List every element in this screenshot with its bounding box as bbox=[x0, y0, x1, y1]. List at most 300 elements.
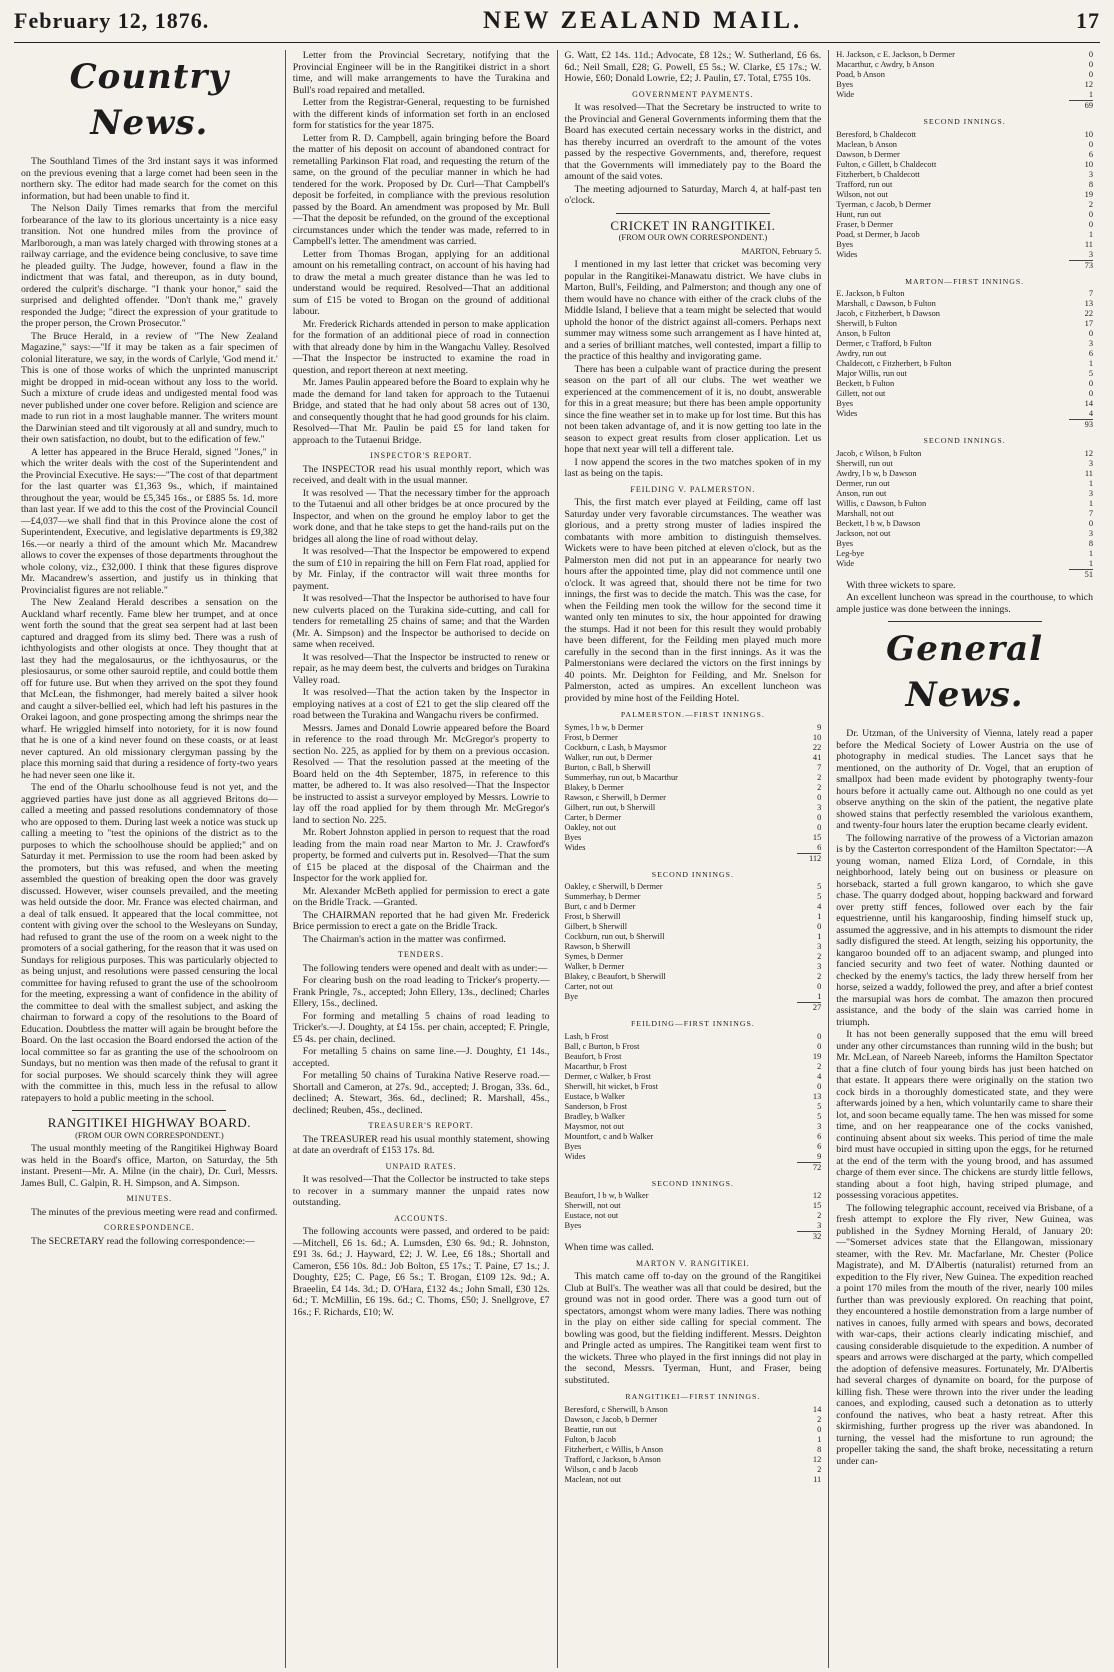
paragraph: There has been a culpable want of practice during the present season on the part of all our clubs. The wet weather we experienced at the commencement of it is, no doubt, answerable for this in a great measure; but there has been ample opportunity since the fine weather set in to make up for lost time. But this has not been taken advantage of, and it is now getting too late in the season to expect great results from closer application. Let us hope that next year will tell a different tale. bbox=[564, 363, 822, 455]
paragraph: I mentioned in my last letter that cricket was becoming very popular in the Rangitikei-Manawatu district. We have clubs in Marton, Bull's, Feilding, and Palmerston; and though any one of them would have no chance with either of the crack clubs of the Middle Island, I believe that a team might be selected that would uphold the honor of the district against all-comers. Perhaps next summer may witness some such arrangement as I have hinted at, and a series of brilliant matches, well contested, impart a fillip to the practice of this healthy and invigorating game. bbox=[564, 259, 822, 362]
runs: 9 bbox=[817, 1151, 822, 1161]
batsman: Lash, b Frost bbox=[564, 1031, 609, 1041]
batsman: Trafford, run out bbox=[836, 179, 893, 189]
score-row bbox=[565, 743, 822, 753]
paragraph: An excellent luncheon was spread in the courthouse, to which ample justice was done between the innings. bbox=[836, 592, 1093, 615]
batsman: Major Willis, run out bbox=[836, 369, 907, 378]
score-row bbox=[836, 449, 1093, 459]
score-row bbox=[565, 1032, 822, 1042]
correspondence-heading: CORRESPONDENCE. bbox=[103, 1223, 195, 1232]
score-row bbox=[565, 1221, 822, 1231]
runs: 2 bbox=[1088, 199, 1093, 209]
runs: 14 bbox=[1084, 399, 1093, 408]
batsman: Bye bbox=[564, 992, 578, 1001]
score-row bbox=[836, 200, 1093, 210]
score-row bbox=[836, 359, 1093, 369]
score-row bbox=[565, 1052, 822, 1062]
score-row bbox=[565, 902, 822, 912]
paragraph: The Bruce Herald, in a review of "The New Zealand Magazine," says:—"If it may be taken as a fair specimen of colonial literature, we say, in the words of Carlyle, 'God mend it.' This is one of those works of which the unprinted manuscript might be dropped in mid-ocean without any loss to the world. Such a mixture of crude ideas and undigested mental food was never published under one cover before. Religion and science are made to run riot in a most laughable manner. The writers mount the Darwinian steed and tilt vigorously at all and sundry, much to their own satisfaction, no doubt, but to the edification of few." bbox=[21, 330, 278, 445]
score-row bbox=[836, 250, 1093, 260]
innings-heading: SECOND INNINGS. bbox=[923, 117, 1006, 126]
batsman: Byes bbox=[564, 1141, 582, 1151]
paragraph: It was resolved—That the Inspector be authorised to have four new culverts placed on the Turakina side-cutting, and call for tenders for remetalling 25 chains of same; and that the Warden (Mr. A. Simpson) and the Inspector be authorised to decide on same when received. bbox=[292, 593, 550, 650]
batsman: Gillett, not out bbox=[836, 389, 886, 398]
batsman: Wides bbox=[564, 1151, 586, 1161]
score-row bbox=[836, 309, 1093, 319]
batsman: Dermer, c Trafford, b Fulton bbox=[836, 339, 932, 348]
batsman: Blakey, b Dermer bbox=[564, 782, 624, 792]
paragraph: The following narrative of the prowess of a Victorian amazon is by the Casterton correspondent of the Hamilton Spectator:—A young woman, named Eliza Lord, of Corndale, in this neighborhood, lately being out on business or pleasure on horseback, started a full grown kangaroo, to which she gave chase. The quarry dodged about, hopping backward and forward over pretty stiff fences, followed over each by the fair equestrienne, until his kangarooship, finding himself stuck up, assumed the aggressive, and in his attempts to dismount the rider sadly disfigured the steed. At length, seizing his opportunity, the kangaroo bounded off to an adjacent swamp, and plunged into fancied security and two feet of water. Nothing daunted or checked by the enemy's tactics, the lady threw herself from her horse, seized a waddy, followed the prey, and after a brief contest the marsupial was hors de combat. The amazon then procured assistance, and the body of the slain was carried home in triumph. bbox=[836, 832, 1093, 1028]
score-row bbox=[565, 882, 822, 892]
runs: 12 bbox=[1084, 80, 1093, 89]
marton-match-heading: MARTON V. RANGITIKEI. bbox=[635, 1258, 750, 1268]
runs: 19 bbox=[1084, 189, 1093, 199]
score-row bbox=[565, 972, 822, 982]
paragraph: The following telegraphic account, received via Brisbane, of a fresh attempt to explore the Fly river, New Guinea, was published in the Sydney Morning Herald, of January 20:—"Somerset advices state that the Ellangowan, missionary steamer, with the Rev. Mr. Macfarlane, Mr. Chester (Police Magistrate), and M. D'Albertis (naturalist) returned from an expedition to the Fly river, New Guinea. The expedition reached a point 170 miles from the mouth of the river, nearly 100 miles further than was previously explored. On reaching that point, they encountered a hostile demonstration from a large number of natives in canoes, fully armed with spears and bows, decorated with war-caps, their actions clearly indicating mischief, and causing considerable disquietude to the expedition. A number of spears and arrows were discharged at the party, which compelled the adoption of defensive measures. Fortunately, Mr. D'Albertis had several charges of dynamite on board, for the purpose of killing fish. These were thrown into the river under the leading canoes, and exploding, caused such a detonation as to utterly confound the natives, who beat a hasty retreat. After this skirmishing, further progress up the river was abandoned. In turning, the vessel had the misfortune to run aground; the propeller taking the sand, the shaft broke, necessitating a return under can- bbox=[836, 1202, 1093, 1467]
innings-total: 93 bbox=[1069, 419, 1093, 430]
runs: 6 bbox=[817, 1141, 822, 1151]
runs: 6 bbox=[817, 1131, 822, 1141]
batsman: Bradley, b Walker bbox=[564, 1111, 625, 1121]
accounts-text: The following accounts were passed, and ordered to be paid:—Mitchell, £6 1s. 6d.; A. Lumsden, £30 6s. 9d.; R. Johnston, £91 3s. 6d.; J. Hayward, £2; J. W. Lee, £6 18s.; Shortall and Cameron, £56 10s. 8d.: Job Bolton, £5 17s.; T. Paine, £7 1s.; J. Doughty, £25; C. Page, £6 5s.; T. Brogan, £109 12s. 9d.; A. Braeelin, £4 14s. 3d.; D. O'Hara, £132 4s.; John Small, £30 12s. 6d.; T. McMillin, £6 19s. 6d.; C. Thoms, £50; J. Snellgrove, £7 16s.; F. Richards, £10; W. bbox=[292, 1226, 550, 1318]
runs: 19 bbox=[812, 1051, 822, 1061]
score-row bbox=[836, 409, 1093, 419]
cricket-closing bbox=[836, 580, 1093, 616]
score-row bbox=[565, 843, 822, 853]
batsman: Fulton, b Jacob bbox=[564, 1434, 616, 1444]
score-row bbox=[565, 1072, 822, 1082]
score-row bbox=[565, 1122, 822, 1132]
batsman: Trafford, c Jackson, b Anson bbox=[564, 1454, 661, 1464]
batsman: Marshall, c Dawson, b Fulton bbox=[836, 299, 936, 308]
batsman: Carter, not out bbox=[564, 982, 613, 991]
score-row bbox=[836, 549, 1093, 559]
batsman: Byes bbox=[836, 239, 853, 249]
score-row bbox=[565, 892, 822, 902]
batsman: Dawson, c Jacob, b Dermer bbox=[564, 1414, 658, 1424]
batsman: Cockburn, run out, b Sherwill bbox=[564, 932, 665, 941]
runs: 0 bbox=[817, 822, 822, 832]
batsman: Awdry, l b w, b Dawson bbox=[836, 468, 917, 478]
inspector-heading: INSPECTOR'S REPORT. bbox=[370, 451, 473, 460]
score-row bbox=[565, 1092, 822, 1102]
runs: 8 bbox=[817, 1444, 822, 1454]
runs: 10 bbox=[1084, 159, 1093, 169]
score-row bbox=[565, 992, 822, 1002]
batsman: Chaldecott, c Fitzherbert, b Fulton bbox=[836, 359, 952, 368]
runs: 0 bbox=[1088, 209, 1093, 219]
batsman: Jackson, not out bbox=[836, 528, 891, 538]
divider bbox=[616, 213, 770, 214]
batsman: Jacob, c Wilson, b Fulton bbox=[836, 448, 922, 458]
runs: 3 bbox=[817, 1221, 822, 1230]
runs: 1 bbox=[817, 912, 822, 921]
paragraph: It was resolved—That the action taken by the Inspector in employing natives at a cost of £21 to get the slip cleared off the road between the Turakina and Wangachu rivers be confirmed. bbox=[292, 687, 550, 721]
runs: 8 bbox=[1088, 538, 1093, 548]
innings-heading: MARTON—FIRST INNINGS. bbox=[905, 276, 1025, 286]
score-row bbox=[565, 962, 822, 972]
runs: 0 bbox=[817, 1081, 822, 1091]
minutes-text: The minutes of the previous meeting were read and confirmed. bbox=[31, 1206, 278, 1218]
runs: 2 bbox=[817, 952, 822, 961]
runs: 3 bbox=[1088, 458, 1093, 468]
feilding-match-heading: FEILDING V. PALMERSTON. bbox=[630, 484, 756, 494]
score-row bbox=[565, 733, 822, 743]
accounts-heading: ACCOUNTS. bbox=[394, 1213, 449, 1223]
runs: 4 bbox=[817, 1071, 822, 1081]
batsman: Jacob, c Fitzherbert, b Dawson bbox=[836, 309, 940, 318]
score-row bbox=[565, 1112, 822, 1122]
score-row bbox=[836, 499, 1093, 509]
batsman: Maysmor, not out bbox=[564, 1121, 624, 1131]
runs: 1 bbox=[1088, 478, 1093, 488]
score-row bbox=[836, 509, 1093, 519]
runs: 15 bbox=[812, 832, 822, 842]
score-row bbox=[565, 1132, 822, 1142]
paragraph: Letter from R. D. Campbell, again bringing before the Board the matter of his deposit on account of abandoned contract for remetalling Parkinson Flat road, and requesting the return of the same, on the ground of the peculiar manner in which he had tendered for the work. Proposed by Dr. Curl—That Campbell's deposit be forfeited, in compliance with the previous resolution passed by the Board. An amendment was proposed by Mr. Bull—That the deposit be refunded, on the ground of the exceptional circumstances under which the tender was made, referred to in Campbell's letter. The amendment was carried. bbox=[292, 132, 550, 247]
score-row bbox=[836, 180, 1093, 190]
runs: 5 bbox=[817, 1101, 822, 1111]
score-row bbox=[836, 519, 1093, 529]
runs: 7 bbox=[817, 762, 822, 772]
score-row bbox=[565, 723, 822, 733]
batsman: Beattie, run out bbox=[564, 1424, 617, 1434]
batsman: Sanderson, b Frost bbox=[564, 1101, 628, 1111]
score-row bbox=[565, 1082, 822, 1092]
score-row bbox=[836, 529, 1093, 539]
batsman: Byes bbox=[836, 80, 853, 89]
innings-heading: SECOND INNINGS. bbox=[923, 436, 1006, 445]
country-news-body bbox=[21, 156, 278, 1104]
innings-total: 51 bbox=[1069, 569, 1093, 580]
masthead-title: NEW ZEALAND MAIL. bbox=[482, 7, 803, 34]
runs: 12 bbox=[812, 1191, 822, 1200]
highway-board-byline: (FROM OUR OWN CORRESPONDENT.) bbox=[75, 1129, 224, 1140]
batsman: Eustace, b Walker bbox=[564, 1091, 625, 1101]
batsman: Byes bbox=[836, 538, 853, 548]
batsman: Symes, l b w, b Dermer bbox=[564, 722, 644, 732]
score-row bbox=[836, 349, 1093, 359]
paragraph: For clearing bush on the road leading to Tricker's property.—Frank Pringle, 7s., accepted; John Ellery, 13s., declined; Charles Ellery, 15s., declined. bbox=[292, 975, 550, 1009]
runs: 7 bbox=[1088, 289, 1093, 298]
score-row bbox=[836, 379, 1093, 389]
innings-heading: PALMERSTON.—FIRST INNINGS. bbox=[620, 710, 765, 719]
batsman: Beresford, b Chaldecott bbox=[836, 129, 917, 139]
score-row bbox=[836, 469, 1093, 479]
batsman: Maclean, not out bbox=[564, 1474, 622, 1484]
batsman: Sherwill, b Fulton bbox=[836, 319, 897, 328]
marton-match-text: This match came off to-day on the ground of the Rangitikei Club at Bull's. The weather was all that could be desired, but the ground was not in good order. There was a good turn out of spectators, amongst whom were many ladies. There was nothing in the play on either side calling for special comment. The bowling was good, but the fielding indifferent. Messrs. Deighton and Pringle acted as umpires. The Rangitikei team went first to the wickets. Three who played in the first innings did not play in the second, Messrs. Tyerman, Hunt, and Fraser, being substituted. bbox=[564, 1271, 822, 1386]
runs: 2 bbox=[817, 972, 822, 981]
score-row bbox=[836, 489, 1093, 499]
batsman: Hunt, run out bbox=[836, 209, 882, 219]
batsman: Wilson, not out bbox=[836, 189, 888, 199]
batsman: Poad, st Dermer, b Jacob bbox=[836, 229, 920, 239]
runs: 3 bbox=[817, 962, 822, 971]
divider bbox=[72, 1110, 226, 1111]
page-number: 17 bbox=[1076, 8, 1100, 33]
runs: 11 bbox=[1084, 239, 1093, 249]
score-row bbox=[836, 289, 1093, 299]
paragraph: Mr. Alexander McBeth applied for permission to erect a gate on the Bridle Track. —Granted. bbox=[292, 885, 550, 908]
score-row bbox=[836, 329, 1093, 339]
runs: 0 bbox=[1088, 389, 1093, 398]
correspondence-body bbox=[293, 50, 550, 446]
score-row bbox=[565, 783, 822, 793]
batsman: Gilbert, b Sherwill bbox=[564, 922, 628, 931]
runs: 13 bbox=[1084, 299, 1093, 308]
score-row bbox=[565, 1102, 822, 1112]
batsman: Mountfort, c and b Walker bbox=[564, 1131, 654, 1141]
paragraph: I now append the scores in the two matches spoken of in my last as being on the tapis. bbox=[564, 456, 822, 479]
paragraph: The New Zealand Herald describes a sensation on the Auckland wharf recently. Fame blew her trumpet, and at once went forth the sound that the great sea serpent had at last been captured and dragged from its slimy bed. There was a rush of ichthyologists and other ologists at once. They thought that at last they had the megalosaurus, or the ichthyosaurus, or the plesiosaurus, or some other sauroid reptile, and could bottle them off for future use. But when they arrived on the spot they found that McLean, the fishmonger, had merely baited a silver hook and caught a silver-bellied eel, which had left his pastures in the Orakei lagoon, and gone prospecting among the shrimps near the wharf. He wriggled himself into notoriety, for it is now found that he is one of a kind never found on these coasts, or at least never captured. An old missionary clergyman passing by the place this morning said that during a residence of forty-two years he had never seen one like it. bbox=[21, 597, 278, 781]
general-news-heading: General News. bbox=[886, 629, 1044, 715]
cricket-dateline: MARTON, February 5. bbox=[741, 245, 822, 256]
batsman: Beckett, l b w, b Dawson bbox=[836, 518, 921, 528]
page-header bbox=[14, 0, 1100, 43]
correspondence-text: The SECRETARY read the following correspondence:— bbox=[31, 1235, 255, 1247]
score-row bbox=[565, 1211, 822, 1221]
paragraph: A letter has appeared in the Bruce Herald, signed "Jones," in which the writer deals with the cost of the Superintendent and the Provincial Executive. He says:—"The cost of that department for the last quarter was £1,363 9s., which, if maintained throughout the year, would be £5,345 16s., or £885 5s. 1d. more than last year. If we add to this the cost of the Provincial Council—£4,037—we shall find that in this Province alone the cost of Superintendent, Executive, and legislative departments is £9,382 16s.—or nearly a third of the amount which Mr. Macandrew allows to cover the expenses of those departments throughout the whole colony, viz., £32,000. I think that these figures disprove Mr. Macandrew's assertion, and justify us in thinking that Provincialist figures are not reliable." bbox=[21, 446, 278, 596]
score-row bbox=[836, 240, 1093, 250]
score-row bbox=[836, 50, 1093, 60]
scorecard bbox=[836, 289, 1093, 419]
runs: 5 bbox=[817, 1111, 822, 1121]
batsman: Leg-bye bbox=[836, 548, 865, 558]
paragraph: For metalling 5 chains on same line.—J. Doughty, £1 14s., accepted. bbox=[292, 1046, 550, 1069]
runs: 13 bbox=[812, 1091, 822, 1101]
runs: 11 bbox=[1084, 468, 1093, 478]
paragraph: It has not been generally supposed that the emu will breed under any other circumstances than running wild in the bush; but Mr. McLean, of Nareeb Nareeb, informs the Hamilton Spectator that a fine clutch of four young birds has just been hatched on that estate. It appears there were originally on the station two cock birds in a thoroughly domesticated state, and they were afterwards joined by a hen, which voluntarily came to share their lot, and soon became equally tame. The hen was missed for some time, and on her reappearance one of the cocks vanished, continuing absent about six weeks. This period of time the male bird must have occupied in sitting upon the eggs, for he returned at the end of the term with the young brood, and has assumed charge of them ever since. The chickens are sturdy little fellows, standing about a foot high, having striped plumage, and possessing voracious appetites. bbox=[836, 1029, 1093, 1201]
batsman: Walker, run out, b Dermer bbox=[564, 752, 653, 762]
scorecard bbox=[836, 449, 1093, 569]
paragraph: The end of the Oharlu schoolhouse feud is not yet, and the aggrieved parties have just done as all aggrieved Britons do—called a meeting and passed resolutions condemnatory of those who are opposed to them. During last week a notice was stuck up calling a meeting to "test the opinions of the district as to the purposes to which the schoolhouse should be applied;" and on Saturday it met. Permission to use the room had been asked by the promoters, but this was refused, and when the meeting assembled the question of breaking open the door was gravely discussed. However, wiser counsels prevailed, and the meeting was held outside the door. Mr. France was elected chairman, and a deal of talk ensued. It appeared that the local committee, not content with giving over the school to the Wesleyans on Sunday, had refused to grant the use of the room on a week night to the promoters of a social gathering, for the reason that it was used on Sundays for religious purposes. This was particularly objected to as being unjust, and resolutions were passed censuring the local committee for having refused to grant the use of the schoolroom for the meeting, expressing a want of confidence in the ability of the committee to deal with the smallest subject, and asking the chairman to forward a copy of the resolutions to the Board of Education. Doubtless the matter will again be brought before the Board. On the last occasion the Board endorsed the action of the local committee so far as granting the use of the schoolroom on Sundays, but no mention was then made of the refusal to grant it for social purposes. We should scarcely think they will agree with the committee in this, much less in the refusal to allow ratepayers to hold a public meeting in the school. bbox=[21, 782, 278, 1104]
runs: 0 bbox=[1088, 329, 1093, 338]
batsman: Oakley, c Sherwill, b Dermer bbox=[564, 882, 663, 891]
score-row bbox=[836, 90, 1093, 100]
score-row bbox=[565, 1062, 822, 1072]
score-row bbox=[836, 70, 1093, 80]
batsman: Wilson, c and b Jacob bbox=[564, 1464, 638, 1474]
score-row bbox=[565, 982, 822, 992]
runs: 10 bbox=[1084, 129, 1093, 139]
score-row bbox=[565, 793, 822, 803]
runs: 3 bbox=[1088, 339, 1093, 348]
scorecard bbox=[565, 1405, 822, 1485]
batsman: Oakley, not out bbox=[564, 822, 616, 832]
unpaid-rates-heading: UNPAID RATES. bbox=[385, 1161, 457, 1171]
runs: 5 bbox=[1088, 369, 1093, 378]
score-row bbox=[565, 952, 822, 962]
runs: 3 bbox=[1088, 169, 1093, 179]
paragraph: Messrs. James and Donald Lowrie appeared before the Board in reference to the road through Mr. McGregor's property to section No. 225, as applied for by them on a previous occasion. Resolved — That the resolution passed at the meeting of the Board held on the 4th September, 1875, in reference to this matter, be adhered to. It was also resolved—That the Inspector be instructed to assist a surveyor employed by Messrs. Lowrie to lay off the road applied for by them through Mr. McGregor's land to section No. 225. bbox=[292, 722, 550, 826]
highway-board-intro: The usual monthly meeting of the Rangitikei Highway Board was held in the Board's office, Marton, on Saturday, the 5th instant. Present—Mr. A. Milne (in the chair), Dr. Curl, Messrs. James Bull, C. Galpin, R. H. Simpson, and A. Simpson. bbox=[21, 1143, 278, 1189]
runs: 1 bbox=[1088, 229, 1093, 239]
scorecard bbox=[565, 1032, 822, 1162]
score-row bbox=[565, 1142, 822, 1152]
cricket-heading: CRICKET IN RANGITIKEI. bbox=[610, 217, 776, 233]
runs: 2 bbox=[817, 772, 822, 782]
score-row bbox=[565, 1191, 822, 1201]
score-row bbox=[836, 230, 1093, 240]
score-row bbox=[565, 1201, 822, 1211]
score-row bbox=[836, 539, 1093, 549]
score-row bbox=[836, 559, 1093, 569]
batsman: Cockburn, c Lash, b Maysmor bbox=[564, 742, 667, 752]
adjournment-text: The meeting adjourned to Saturday, March 4, at half-past ten o'clock. bbox=[564, 183, 822, 206]
runs: 0 bbox=[817, 1041, 822, 1051]
batsman: Fraser, b Dermer bbox=[836, 219, 893, 229]
batsman: Gilbert, run out, b Sherwill bbox=[564, 802, 656, 812]
paragraph: Mr. Frederick Richards attended in person to make application for the formation of an additional piece of road in connection with that already done by him in the Wangachu Valley. Resolved—That the Inspector be instructed to examine the road in question, and report thereon at next meeting. bbox=[292, 318, 550, 376]
score-row bbox=[565, 1455, 822, 1465]
runs: 17 bbox=[1084, 319, 1093, 328]
runs: 0 bbox=[817, 982, 822, 991]
batsman: Macarthur, c Awdry, b Anson bbox=[836, 60, 935, 69]
innings-total: 112 bbox=[797, 853, 821, 864]
batsman: Marshall, not out bbox=[836, 508, 894, 518]
batsman: Maclean, b Anson bbox=[836, 139, 897, 149]
score-row bbox=[565, 932, 822, 942]
score-row bbox=[565, 1152, 822, 1162]
score-row bbox=[836, 140, 1093, 150]
score-row bbox=[565, 763, 822, 773]
column-1 bbox=[14, 50, 286, 1668]
cricket-byline: (FROM OUR OWN CORRESPONDENT.) bbox=[618, 232, 768, 242]
runs: 0 bbox=[1088, 70, 1093, 79]
paragraph: It was resolved — That the necessary timber for the approach to the Tutaenui and all other bridges be at once procured by the Inspector, and when on the ground he employ labor to get the work done, and that he take steps to get the hand-rails put on the bridges all along the line of road without delay. bbox=[292, 487, 550, 545]
runs: 9 bbox=[817, 722, 822, 732]
score-row bbox=[565, 753, 822, 763]
runs: 7 bbox=[1088, 508, 1093, 518]
runs: 0 bbox=[817, 922, 822, 931]
batsman: H. Jackson, c E. Jackson, b Dermer bbox=[836, 50, 955, 59]
score-row bbox=[565, 803, 822, 813]
innings-heading: SECOND INNINGS. bbox=[651, 1178, 734, 1188]
scorecard bbox=[836, 130, 1093, 260]
runs: 8 bbox=[1088, 179, 1093, 189]
score-row bbox=[836, 459, 1093, 469]
runs: 2 bbox=[817, 1211, 822, 1220]
paragraph: Letter from Thomas Brogan, applying for an additional amount on his remetalling contract, on account of his having had to draw the metal a much greater distance than he was led to understand would be required. Resolved—That an additional sum of £15 be voted to Brogan on the ground of additional labour. bbox=[292, 248, 550, 317]
score-row bbox=[565, 1425, 822, 1435]
scorecard bbox=[565, 1191, 822, 1231]
treasurer-text: The TREASURER read his usual monthly statement, showing at date an overdraft of £153 17s. 8d. bbox=[292, 1133, 550, 1156]
score-row bbox=[836, 190, 1093, 200]
innings-heading: FEILDING—FIRST INNINGS. bbox=[630, 1019, 755, 1028]
score-row bbox=[565, 942, 822, 952]
paragraph: The Southland Times of the 3rd instant says it was informed on the previous evening that a large comet had been seen in the northern sky. The editor had made search for the comet on this information, but had been unable to find it. bbox=[21, 156, 278, 202]
score-row bbox=[836, 60, 1093, 70]
batsman: Wides bbox=[836, 409, 858, 418]
score-row bbox=[836, 369, 1093, 379]
feilding-match-text: This, the first match ever played at Feilding, came off last Saturday under very favorable circumstances. The weather was glorious, and a pretty strong muster of ladies inspired the combatants with more ambition to distinguish themselves. Wickets were to have been pitched at eleven o'clock, but as the Palmerston men did not put in an appearance for nearly two hours after the appointed time, play did not commence until one o'clock. It was agreed that, should there not be time for two innings, the first was to decide the match. This was the case, for when the Feilding men took the willow for the second time it wanted only ten minutes to six, the hour appointed for drawing the stumps. Had it not been for this result they would probably have been different, for the Feilding men played much more carefully in the second than in the first innings. As it was the Palmerstonians were declared the victors on the first innings by 40 points. Mr. Deighton for Feilding, and Mr. Snelson for Palmerston, acted as umpires. An excellent luncheon was provided by mine host of the Feilding Hotel. bbox=[564, 497, 822, 704]
batsman: Dawson, b Dermer bbox=[836, 149, 900, 159]
innings-heading: SECOND INNINGS. bbox=[651, 869, 734, 879]
batsman: Sherwill, run out bbox=[836, 458, 893, 468]
paragraph: Mr. James Paulin appeared before the Board to explain why he made the demand for land taken for approach to the Tutaenui Bridge, and stated that he had only about 58 acres out of 130, and consequently thought that he had good grounds for his claim. Resolved—That Mr. Paulin be paid £5 for land taken for approach to the Tutaenui Bridge. bbox=[292, 377, 550, 446]
runs: 0 bbox=[1088, 518, 1093, 528]
batsman: Frost, b Dermer bbox=[564, 732, 618, 742]
runs: 10 bbox=[812, 732, 822, 742]
time-called-note: When time was called. bbox=[564, 1242, 654, 1253]
runs: 22 bbox=[812, 742, 822, 752]
runs: 3 bbox=[817, 802, 822, 812]
runs: 0 bbox=[1088, 219, 1093, 229]
innings-heading: RANGITIKEI—FIRST INNINGS. bbox=[625, 1392, 761, 1401]
column-2 bbox=[286, 50, 558, 1668]
runs: 2 bbox=[817, 1061, 822, 1071]
batsman: Fitzherbert, c Willis, b Anson bbox=[564, 1444, 664, 1454]
batsman: Beaufort, l b w, b Walker bbox=[564, 1191, 649, 1200]
accounts-continued: G. Watt, £2 14s. 11d.; Advocate, £8 12s.; W. Sutherland, £6 6s. 6d.; Neil Small, £28; G. Powell, £5 5s.; W. Clarke, £5 17s.; W. Howie, £60; Donald Lowrie, £2; J. Paulin, £7. Total, £755 10s. bbox=[564, 50, 822, 84]
batsman: Burton, c Ball, b Sherwill bbox=[564, 762, 651, 772]
government-payments-heading: GOVERNMENT PAYMENTS. bbox=[632, 89, 754, 99]
runs: 0 bbox=[1088, 60, 1093, 69]
score-row bbox=[836, 130, 1093, 140]
runs: 11 bbox=[813, 1474, 822, 1484]
runs: 1 bbox=[1088, 359, 1093, 368]
treasurer-heading: TREASURER'S REPORT. bbox=[368, 1121, 474, 1130]
batsman: Summerhay, b Dermer bbox=[564, 892, 641, 901]
batsman: Willis, c Dawson, b Fulton bbox=[836, 498, 927, 508]
scorecard bbox=[565, 723, 822, 853]
paragraph: The INSPECTOR read his usual monthly report, which was received, and dealt with in the usual manner. bbox=[292, 463, 550, 486]
paragraph: The Nelson Daily Times remarks that from the merciful forbearance of the law to its glorious uncertainty is a nice easy transition. Not one hundred miles from the province of Marlborough, a man was lately charged with throwing stones at a railway carriage, and the evidence being conclusive, to save time he pleaded guilty. The Judge, however, found a flaw in the indictment that was fatal, and thereupon, as in duty bound, ordered the culprit's discharge. "I thank your honor," said the surprised and delighted offender. "Don't thank me," gravely responded the Judge; "direct the expression of your gratitude to the proper person, the Crown Prosecutor." bbox=[21, 203, 278, 329]
runs: 4 bbox=[1088, 409, 1093, 418]
paragraph: Mr. Robert Johnston applied in person to request that the road leading from the main road near Marton to Mr. J. Crawford's property, be formed and culverts put in. Resolved—That the sum of £15 be placed at the disposal of the Chairman and the Inspector for the work applied for. bbox=[292, 827, 550, 884]
runs: 6 bbox=[1088, 149, 1093, 159]
batsman: Summerhay, run out, b Macarthur bbox=[564, 772, 678, 782]
batsman: Byes bbox=[836, 399, 853, 408]
batsman: Frost, b Sherwill bbox=[564, 912, 621, 921]
runs: 6 bbox=[817, 842, 822, 852]
batsman: Eustace, not out bbox=[564, 1211, 619, 1220]
batsman: Byes bbox=[564, 832, 582, 842]
runs: 0 bbox=[817, 1424, 822, 1434]
score-row bbox=[565, 1445, 822, 1455]
innings-total: 27 bbox=[797, 1002, 821, 1013]
batsman: Sherwill, not out bbox=[564, 1201, 621, 1210]
batsman: Beckett, b Fulton bbox=[836, 379, 895, 388]
paragraph: The CHAIRMAN reported that he had given Mr. Frederick Brice permission to erect a gate on the Bridle Track. bbox=[292, 909, 550, 932]
runs: 2 bbox=[817, 1414, 822, 1424]
runs: 1 bbox=[1088, 90, 1093, 99]
batsman: Awdry, run out bbox=[836, 349, 887, 358]
divider bbox=[888, 621, 1042, 622]
batsman: Fulton, c Gillett, b Chaldecott bbox=[836, 159, 937, 169]
batsman: Wide bbox=[836, 90, 855, 99]
batsman: Blakey, c Beaufort, b Sherwill bbox=[564, 972, 666, 981]
paragraph: With three wickets to spare. bbox=[846, 579, 956, 591]
runs: 1 bbox=[817, 932, 822, 941]
batsman: Burt, c and b Dermer bbox=[564, 902, 636, 911]
innings-total: 69 bbox=[1069, 100, 1093, 111]
score-row bbox=[836, 299, 1093, 309]
batsman: Wides bbox=[564, 842, 586, 852]
score-row bbox=[565, 922, 822, 932]
runs: 1 bbox=[1088, 548, 1093, 558]
score-row bbox=[565, 773, 822, 783]
government-payments-text: It was resolved—That the Secretary be instructed to write to the Provincial and General Governments informing them that the Board has executed certain necessary works in the district, and has thereby incurred an overdraft to the amount of the votes passed by the respective Governments, and, therefore, request that the Governments will immediately pay to the Board the amount of the said votes. bbox=[564, 102, 822, 182]
general-news-body bbox=[836, 728, 1093, 1467]
batsman: Walker, b Dermer bbox=[564, 962, 625, 971]
innings-total: 32 bbox=[797, 1231, 821, 1242]
issue-date: February 12, 1876. bbox=[14, 8, 210, 33]
score-row bbox=[565, 823, 822, 833]
batsman: Wide bbox=[836, 558, 855, 568]
runs: 3 bbox=[1088, 249, 1093, 259]
